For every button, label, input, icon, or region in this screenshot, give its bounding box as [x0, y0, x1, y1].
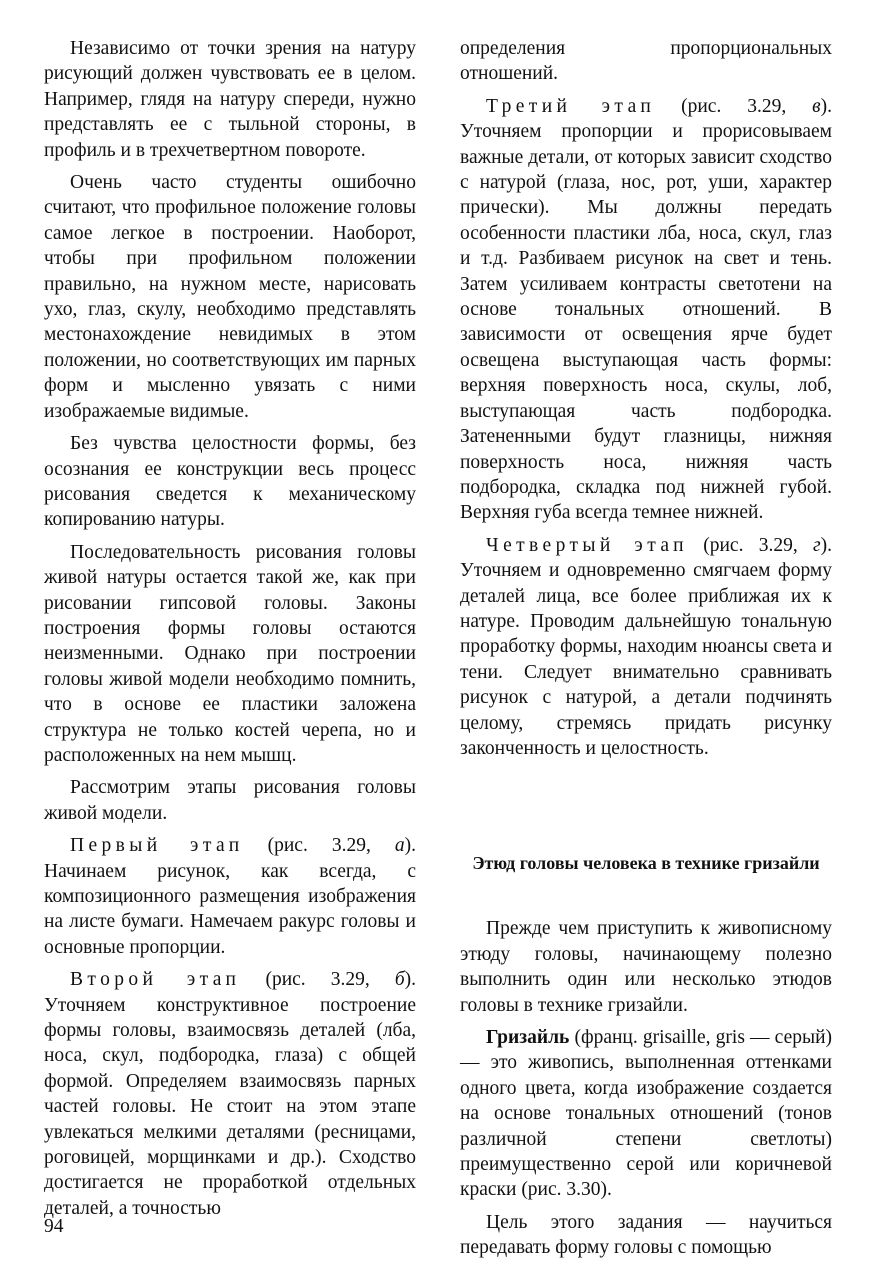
- stage-text: ). Уточняем пропорции и прорисовываем важные детали, от которых зависит сходство с натурой (глаза, нос, рот, уши, характер прически). Мы должны передать особенности пластики лба, носа, скул, глаз и т.д. Разбиваем рисунок на свет и тень. Затем усиливаем контрасты светотени на основе тональных отношений. В зависимости от освещения ярче будет освещена выступающая часть формы: верхняя поверхность носа, скулы, лоб, выступающая часть подбородка. Затененными будут глазницы, нижняя поверхность носа, нижняя часть подбородка, складка под нижней губой. Верхняя губа всегда темнее нижней.: [460, 95, 832, 524]
- figure-ref-letter: а: [394, 835, 405, 857]
- term: Гризайль: [486, 1027, 570, 1048]
- paragraph-continued: определения пропорциональных отношений.: [460, 38, 832, 85]
- paragraph: Прежде чем приступить к живописному этюду головы, начинающему полезно выполнить один или несколько этюдов головы в технике гризайли.: [460, 918, 832, 1016]
- left-column: [44, 36, 416, 1228]
- stage-text: ). Уточняем и одновременно смягчаем форму деталей лица, все более приближая их к натуре. Проводим дальнейшую тональную проработку формы, находим нюансы света и тени. Следует внимательно сравнивать рисунок с натурой, а детали подчинять целому, стремясь придать рисунку законченность и целостность.: [460, 534, 832, 759]
- paragraph-stage-1: [44, 833, 416, 960]
- paragraph: Независимо от точки зрения на натуру рисующий должен чувствовать ее в целом. Например, глядя на натуру спереди, нужно представлять ее с тыльной стороны, в профиль и в трехчетвертном повороте.: [44, 38, 416, 161]
- figure-ref: (рис. 3.29,: [240, 969, 395, 991]
- stage-label: Четвертый этап: [486, 534, 688, 556]
- definition-text: (франц. grisaille, gris — серый) — это живопись, выполненная оттенками одного цвета, когда изображение создается на основе тональных отношений (тонов различной степени светлоты) преимущественно серой или коричневой краски (рис. 3.30).: [460, 1027, 832, 1201]
- paragraph: Рассмотрим этапы рисования головы живой модели.: [44, 777, 416, 824]
- figure-ref: (рис. 3.29,: [687, 534, 814, 556]
- figure-ref: (рис. 3.29,: [243, 835, 395, 857]
- paragraph: Без чувства целостности формы, без осознания ее конструкции весь процесс рисования сведется к механическому копированию натуры.: [44, 433, 416, 531]
- stage-text: ). Уточняем конструктивное построение формы головы, взаимосвязь деталей (лба, носа, скул, подбородка, глаза) с общей формой. Определяем взаимосвязь парных частей головы. Не стоит на этом этапе увлекаться мелкими деталями (ресницами, роговицей, морщинками и др.). Сходство достигается не проработкой отдельных деталей, а точностью: [44, 969, 416, 1219]
- paragraph-stage-4: [460, 533, 832, 762]
- paragraph: Последовательность рисования головы живой натуры остается такой же, как при рисовании гипсовой головы. Законы построения формы головы остаются неизменными. Однако при построении головы живой модели необходимо помнить, что в основе ее пластики заложена структура не только костей черепа, но и расположенных на нем мышц.: [44, 541, 416, 766]
- paragraph-stage-2: [44, 967, 416, 1221]
- stage-label: Третий этап: [486, 95, 656, 117]
- stage-text: ). Начинаем рисунок, как всегда, с композиционного размещения изображения на листе бумаги. Намечаем ракурс головы и основные пропорции.: [44, 835, 416, 958]
- paragraph-definition: [460, 1025, 832, 1203]
- stage-label: Второй этап: [70, 969, 241, 991]
- figure-ref-letter: в: [812, 95, 821, 117]
- page-number: 94: [44, 1216, 64, 1237]
- figure-ref-letter: г: [813, 534, 821, 556]
- section-heading: Этюд головы человека в технике гризайли: [472, 853, 820, 874]
- paragraph: Цель этого задания — научиться передавать форму головы с помощью: [460, 1211, 832, 1259]
- paragraph-stage-3: [460, 94, 832, 526]
- right-column: [460, 36, 832, 1268]
- paragraph: Очень часто студенты ошибочно считают, что профильное положение головы самое легкое в построении. Наоборот, чтобы при профильном положении правильно, на нужном месте, нарисовать ухо, глаз, скулу, необходимо представлять местонахождение невидимых в этом положении, но соответствующих им парных форм и мысленно увязать с ними изображаемые видимые.: [44, 172, 416, 422]
- stage-label: Первый этап: [70, 835, 244, 857]
- figure-ref: (рис. 3.29,: [655, 95, 813, 117]
- figure-ref-letter: б: [394, 969, 405, 991]
